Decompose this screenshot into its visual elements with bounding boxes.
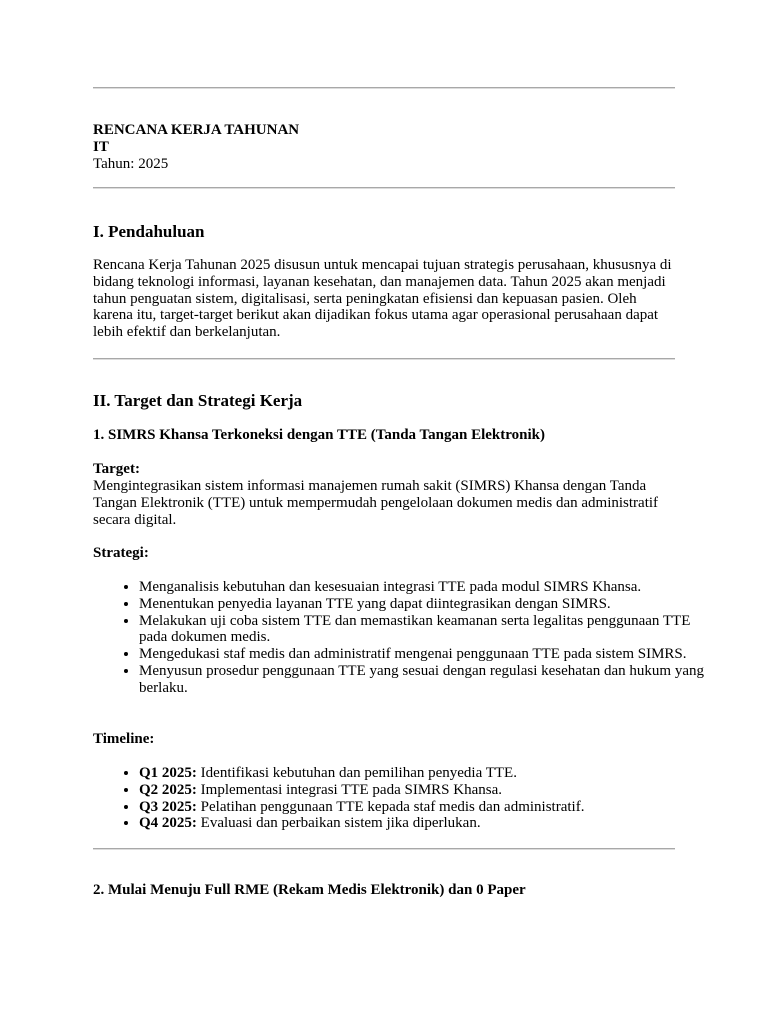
section-pendahuluan-body: Rencana Kerja Tahunan 2025 disusun untuk mencapai tujuan strategis perusahaan, khususnya di bidang teknologi informasi, layanan kesehatan, dan manajemen data. Tahun 2025 akan menjadi tahun penguatan sistem, digitalisasi, serta peningkatan efisiensi dan kepuasan pasien. Oleh karena itu, target-target berikut akan dijadikan fokus utama agar operasional perusahaan dapat lebih efektif dan berkelanjutan. [93, 257, 672, 341]
item1-title: 1. SIMRS Khansa Terkoneksi dengan TTE (Tanda Tangan Elektronik) [93, 427, 545, 443]
document-year: Tahun: 2025 [93, 156, 169, 172]
strategy-item: • Mengedukasi staf medis dan administratif mengenai penggunaan TTE pada sistem SIMRS. [139, 646, 721, 663]
timeline-quarter: Q2 2025: [139, 781, 197, 798]
divider-after-pendahuluan [93, 358, 675, 360]
strategy-item: • Melakukan uji coba sistem TTE dan memastikan keamanan serta legalitas penggunaan TTE pada dokumen medis. [139, 613, 721, 647]
timeline-text: Evaluasi dan perbaikan sistem jika diperlukan. [196, 815, 481, 832]
item1-timeline-label: Timeline: [93, 731, 155, 747]
timeline-item [139, 815, 721, 832]
strategy-item: • Menentukan penyedia layanan TTE yang dapat diintegrasikan dengan SIMRS. [139, 596, 721, 613]
strategy-item: • Menyusun prosedur penggunaan TTE yang sesuai dengan regulasi kesehatan dan hukum yang berlaku. [139, 663, 721, 697]
strategy-item: • Menganalisis kebutuhan dan kesesuaian integrasi TTE pada modul SIMRS Khansa. [139, 579, 721, 596]
item2-title: 2. Mulai Menuju Full RME (Rekam Medis Elektronik) dan 0 Paper [93, 882, 526, 898]
timeline-item [139, 782, 721, 799]
document-subtitle: IT [93, 139, 109, 155]
timeline-quarter: Q1 2025: [139, 765, 197, 781]
item1-strategy-label: Strategi: [93, 545, 149, 561]
timeline-text: Pelatihan penggunaan TTE kepada staf medis dan administratif. [196, 798, 585, 815]
timeline-text: Identifikasi kebutuhan dan pemilihan penyedia TTE. [196, 765, 517, 781]
section-heading-target-strategi: II. Target dan Strategi Kerja [93, 391, 303, 410]
divider-after-header [93, 187, 675, 189]
item1-timeline-list [93, 765, 721, 832]
timeline-item [139, 765, 721, 782]
item1-strategy-list [93, 579, 721, 697]
section-heading-pendahuluan: I. Pendahuluan [93, 222, 205, 241]
divider-top [93, 87, 675, 89]
item1-target-text: Mengintegrasikan sistem informasi manajemen rumah sakit (SIMRS) Khansa dengan Tanda Tangan Elektronik (TTE) untuk mempermudah pengelolaan dokumen medis dan administratif secara digital. [93, 478, 659, 528]
document-header [93, 122, 675, 173]
timeline-quarter: Q4 2025: [139, 815, 197, 832]
item1-target-label: Target: [93, 461, 140, 477]
timeline-item [139, 799, 721, 816]
timeline-quarter: Q3 2025: [139, 798, 197, 815]
document-title: RENCANA KERJA TAHUNAN [93, 122, 300, 138]
divider-after-item1 [93, 848, 675, 850]
timeline-text: Implementasi integrasi TTE pada SIMRS Khansa. [196, 781, 503, 798]
